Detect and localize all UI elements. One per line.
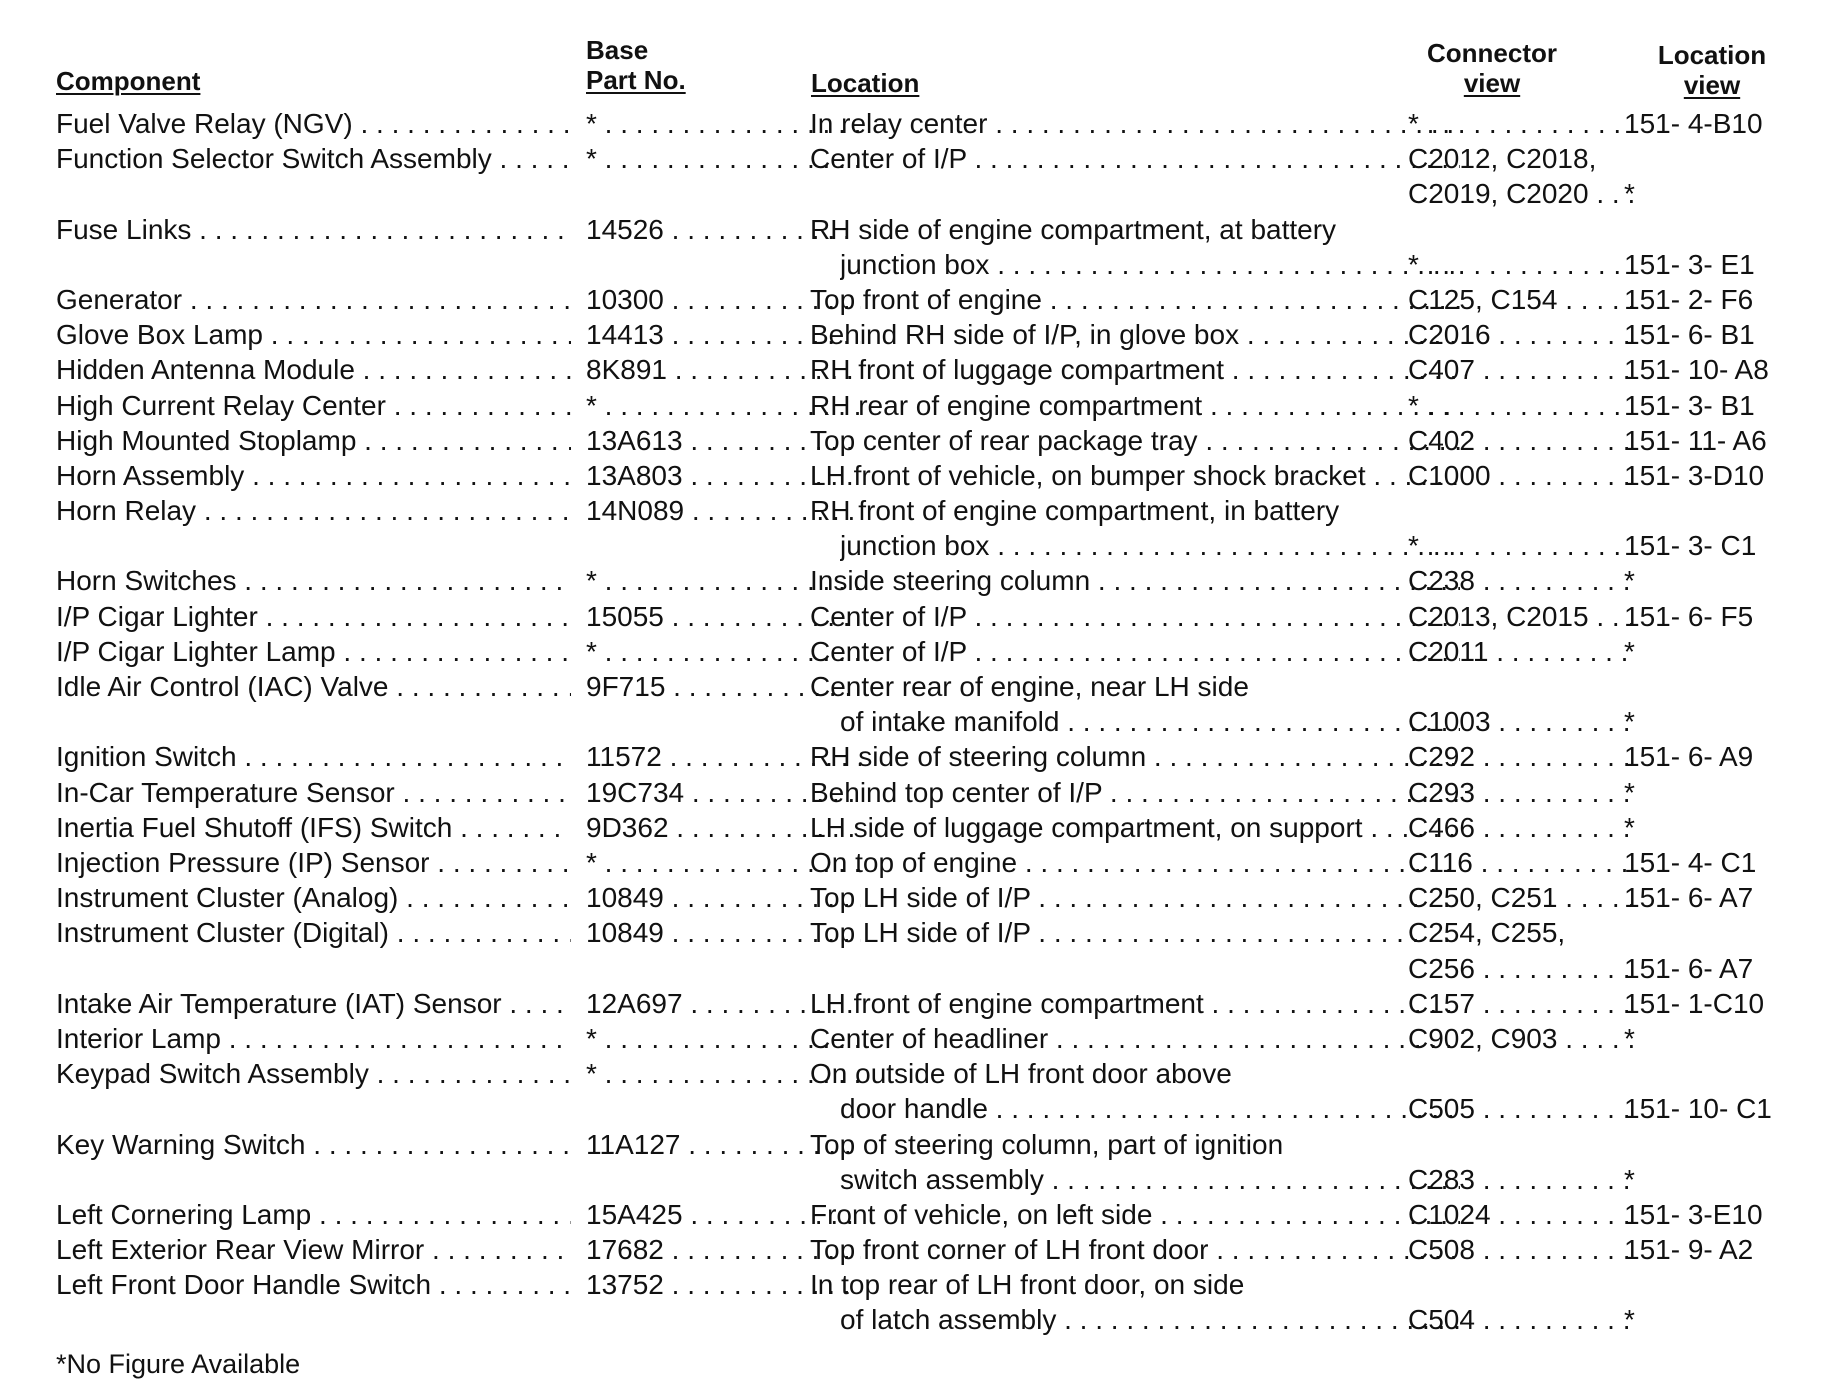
location-view: 151- 3-D10 [1624, 459, 1765, 491]
table-row [56, 106, 1776, 141]
component-name: Generator . . . [56, 282, 571, 317]
location-text-continued: of latch assembly . . . [840, 1302, 1460, 1337]
component-name: Hidden Antenna Module . . . [56, 352, 571, 387]
connector-view: C238 . . . [1408, 563, 1633, 598]
location-text: Inside steering column . . . [810, 563, 1460, 598]
table-row [56, 493, 1776, 563]
base-part-number: 13752 . . . [586, 1267, 861, 1302]
location-view: 151- 4-B10 [1624, 108, 1763, 139]
header-base-part [586, 35, 686, 95]
connector-view: C2016 . . . [1408, 317, 1633, 352]
table-row [56, 1197, 1776, 1232]
location-text-continued: door handle . . . [840, 1091, 1460, 1126]
location-text: Behind RH side of I/P, in glove box . . . [810, 317, 1460, 352]
connector-view: C157 . . . [1408, 986, 1633, 1021]
connector-view: C1000 . . . [1408, 458, 1633, 493]
location-view: 151- 1-C10 [1624, 987, 1765, 1019]
header-location-view [1652, 40, 1772, 100]
connector-view-continued: * . . . [1408, 528, 1633, 563]
location-view: 151- 6- A7 [1624, 952, 1754, 984]
base-part-number: 17682 . . . [586, 1232, 861, 1267]
location-text: LH front of vehicle, on bumper shock bracket . . . [810, 458, 1460, 493]
location-view: 151- 10- C1 [1624, 1093, 1772, 1125]
table-row [56, 212, 1776, 282]
component-name: Horn Switches . . . [56, 563, 571, 598]
location-text: Center of headliner . . . [810, 1021, 1460, 1056]
component-name: Left Exterior Rear View Mirror . . . [56, 1232, 571, 1267]
table-row [56, 1127, 1776, 1197]
connector-view: C250, C251 . . . [1408, 880, 1633, 915]
connector-view-continued: C2019, C2020 . . . [1408, 176, 1633, 211]
base-part-number: 14N089 . . . [586, 493, 861, 528]
connector-view: C407 . . . [1408, 352, 1633, 387]
connector-view-continued: C256 . . . [1408, 951, 1633, 986]
location-text-continued: of intake manifold . . . [840, 704, 1460, 739]
base-part-number: 10849 . . . [586, 915, 861, 950]
table-row [56, 1232, 1776, 1267]
base-part-number: 14413 . . . [586, 317, 861, 352]
base-part-number: 13A613 . . . [586, 423, 861, 458]
table-row [56, 352, 1776, 387]
table-row [56, 317, 1776, 352]
connector-view: C2013, C2015 . . . [1408, 599, 1633, 634]
component-name: Intake Air Temperature (IAT) Sensor . . . [56, 986, 571, 1021]
location-text: RH front of engine compartment, in battery [810, 495, 1340, 527]
connector-view-continued: C504 . . . [1408, 1302, 1633, 1337]
location-view: 151- 9- A2 [1624, 1234, 1754, 1266]
header-base-part-line1: Base [586, 35, 649, 65]
component-name: Instrument Cluster (Analog) . . . [56, 880, 571, 915]
component-name: Keypad Switch Assembly . . . [56, 1056, 571, 1091]
component-name: Injection Pressure (IP) Sensor . . . [56, 845, 571, 880]
base-part-number: * . . . [586, 634, 861, 669]
table-row [56, 810, 1776, 845]
location-view: 151- 3- B1 [1624, 389, 1755, 421]
location-text: RH front of luggage compartment . . . [810, 352, 1460, 387]
location-view: 151- 6- F5 [1624, 600, 1754, 632]
location-view: 151- 11- A6 [1624, 424, 1767, 456]
location-text: Top front of engine . . . [810, 282, 1460, 317]
location-text-continued: junction box . . . [840, 528, 1460, 563]
header-locview-line1: Location [1657, 40, 1767, 70]
base-part-number: 15055 . . . [586, 599, 861, 634]
base-part-number: 9F715 . . . [586, 669, 861, 704]
base-part-number: 19C734 . . . [586, 775, 861, 810]
location-view: * [1624, 635, 1635, 667]
base-part-number: * . . . [586, 141, 861, 176]
component-name: Inertia Fuel Shutoff (IFS) Switch . . . [56, 810, 571, 845]
location-text: In top rear of LH front door, on side [810, 1269, 1245, 1301]
component-table [56, 106, 1776, 1338]
table-row [56, 880, 1776, 915]
location-text-continued: switch assembly . . . [840, 1162, 1460, 1197]
location-text: Top LH side of I/P . . . [810, 915, 1460, 950]
base-part-number: 13A803 . . . [586, 458, 861, 493]
connector-view: C293 . . . [1408, 775, 1633, 810]
component-name: Idle Air Control (IAC) Valve . . . [56, 669, 571, 704]
connector-view: C2012, C2018, [1408, 143, 1597, 175]
location-text: On outside of LH front door above [810, 1058, 1232, 1090]
location-text: RH side of engine compartment, at battery [810, 213, 1337, 245]
component-name: Horn Assembly . . . [56, 458, 571, 493]
base-part-number: 10849 . . . [586, 880, 861, 915]
header-connector-line1: Connector [1427, 38, 1557, 68]
table-row [56, 141, 1776, 211]
table-row [56, 1267, 1776, 1337]
component-name: In-Car Temperature Sensor . . . [56, 775, 571, 810]
table-row [56, 634, 1776, 669]
table-row [56, 775, 1776, 810]
connector-view: C2011 . . . [1408, 634, 1633, 669]
connector-view: C254, C255, [1408, 917, 1566, 949]
header-location-label: Location [811, 68, 920, 98]
component-name: High Mounted Stoplamp . . . [56, 423, 571, 458]
location-view: 151- 10- A8 [1624, 354, 1769, 386]
footnote: *No Figure Available [56, 1349, 301, 1379]
location-text: Top of steering column, part of ignition [810, 1128, 1284, 1160]
table-row [56, 669, 1776, 739]
base-part-number: * . . . [586, 845, 861, 880]
base-part-number: 10300 . . . [586, 282, 861, 317]
location-text: Top center of rear package tray . . . [810, 423, 1460, 458]
location-view: * [1624, 1022, 1635, 1054]
header-base-part-line2: Part No. [586, 65, 686, 95]
location-view: 151- 3-E10 [1624, 1198, 1763, 1230]
connector-view: C292 . . . [1408, 739, 1633, 774]
connector-view: C402 . . . [1408, 423, 1633, 458]
base-part-number: * . . . [586, 106, 861, 141]
location-view: * [1624, 565, 1635, 597]
location-view: 151- 4- C1 [1624, 847, 1757, 878]
connector-view: C902, C903 . . . [1408, 1021, 1633, 1056]
component-name: Interior Lamp . . . [56, 1021, 571, 1056]
base-part-number: * . . . [586, 1021, 861, 1056]
connector-view: C508 . . . [1408, 1232, 1633, 1267]
base-part-number: * . . . [586, 388, 861, 423]
component-name: I/P Cigar Lighter Lamp . . . [56, 634, 571, 669]
component-name: Fuel Valve Relay (NGV) . . . [56, 106, 571, 141]
table-row [56, 282, 1776, 317]
base-part-number: 11A127 . . . [586, 1127, 861, 1162]
location-text: RH rear of engine compartment . . . [810, 388, 1460, 423]
component-name: Glove Box Lamp . . . [56, 317, 571, 352]
location-text-continued: junction box . . . [840, 247, 1460, 282]
location-text: LH front of engine compartment . . . [810, 986, 1460, 1021]
location-view: * [1624, 1163, 1635, 1195]
location-view: 151- 6- A9 [1624, 741, 1754, 773]
connector-view-continued: * . . . [1408, 247, 1633, 282]
component-name: Left Cornering Lamp . . . [56, 1197, 571, 1232]
location-text: In relay center . . . [810, 106, 1460, 141]
location-view: 151- 6- A7 [1624, 882, 1754, 914]
component-name: Function Selector Switch Assembly . . . [56, 141, 571, 176]
location-text: Center rear of engine, near LH side [810, 671, 1249, 703]
connector-view: * . . . [1408, 106, 1633, 141]
header-connector-line2: view [1463, 68, 1521, 98]
table-row [56, 599, 1776, 634]
location-text: Center of I/P . . . [810, 634, 1460, 669]
location-text: On top of engine . . . [810, 845, 1460, 880]
component-name: High Current Relay Center . . . [56, 388, 571, 423]
table-row [56, 388, 1776, 423]
location-view: * [1624, 776, 1635, 808]
connector-view: * . . . [1408, 388, 1633, 423]
location-text: LH side of luggage compartment, on support . . . [810, 810, 1460, 845]
table-row [56, 563, 1776, 598]
connector-view: C125, C154 . . . [1408, 282, 1633, 317]
location-view: * [1624, 178, 1635, 210]
location-view: * [1624, 1304, 1635, 1336]
table-row [56, 986, 1776, 1021]
base-part-number: * . . . [586, 563, 861, 598]
location-text: Center of I/P . . . [810, 141, 1460, 176]
component-name: Instrument Cluster (Digital) . . . [56, 915, 571, 950]
component-name: Ignition Switch . . . [56, 739, 571, 774]
connector-view-continued: C1003 . . . [1408, 704, 1633, 739]
table-row [56, 458, 1776, 493]
location-view: 151- 3- C1 [1624, 530, 1757, 562]
base-part-number: 14526 . . . [586, 212, 861, 247]
table-row [56, 915, 1776, 985]
location-text: Front of vehicle, on left side . . . [810, 1197, 1460, 1232]
base-part-number: 15A425 . . . [586, 1197, 861, 1232]
component-name: Left Front Door Handle Switch . . . [56, 1267, 571, 1302]
table-row [56, 423, 1776, 458]
connector-view-continued: C283 . . . [1408, 1162, 1633, 1197]
base-part-number: 12A697 . . . [586, 986, 861, 1021]
location-text: Center of I/P . . . [810, 599, 1460, 634]
header-component [56, 66, 200, 96]
location-view: * [1624, 811, 1635, 843]
location-text: Behind top center of I/P . . . [810, 775, 1460, 810]
header-location [811, 68, 919, 98]
header-connector-view [1412, 38, 1572, 98]
component-name: I/P Cigar Lighter . . . [56, 599, 571, 634]
header-component-label: Component [56, 66, 201, 96]
component-name: Horn Relay . . . [56, 493, 571, 528]
location-view: 151- 2- F6 [1624, 283, 1754, 315]
connector-view: C466 . . . [1408, 810, 1633, 845]
connector-view-continued: C505 . . . [1408, 1091, 1633, 1126]
component-name: Key Warning Switch . . . [56, 1127, 571, 1162]
base-part-number: 9D362 . . . [586, 810, 861, 845]
connector-view: C1024 . . . [1408, 1197, 1633, 1232]
component-name: Fuse Links . . . [56, 212, 571, 247]
location-view: 151- 6- B1 [1624, 319, 1755, 351]
location-view: * [1624, 706, 1635, 738]
header-locview-line2: view [1683, 70, 1741, 100]
base-part-number: 11572 . . . [586, 739, 861, 774]
location-text: Top LH side of I/P . . . [810, 880, 1460, 915]
table-row [56, 739, 1776, 774]
base-part-number: 8K891 . . . [586, 352, 861, 387]
location-text: Top front corner of LH front door . . . [810, 1232, 1460, 1267]
table-row [56, 1021, 1776, 1056]
location-text: RH side of steering column . . . [810, 739, 1460, 774]
location-view: 151- 3- E1 [1624, 248, 1755, 280]
table-row [56, 1056, 1776, 1126]
base-part-number: * . . . [586, 1056, 861, 1091]
table-row [56, 845, 1776, 880]
connector-view: C116 . . . [1408, 845, 1633, 880]
